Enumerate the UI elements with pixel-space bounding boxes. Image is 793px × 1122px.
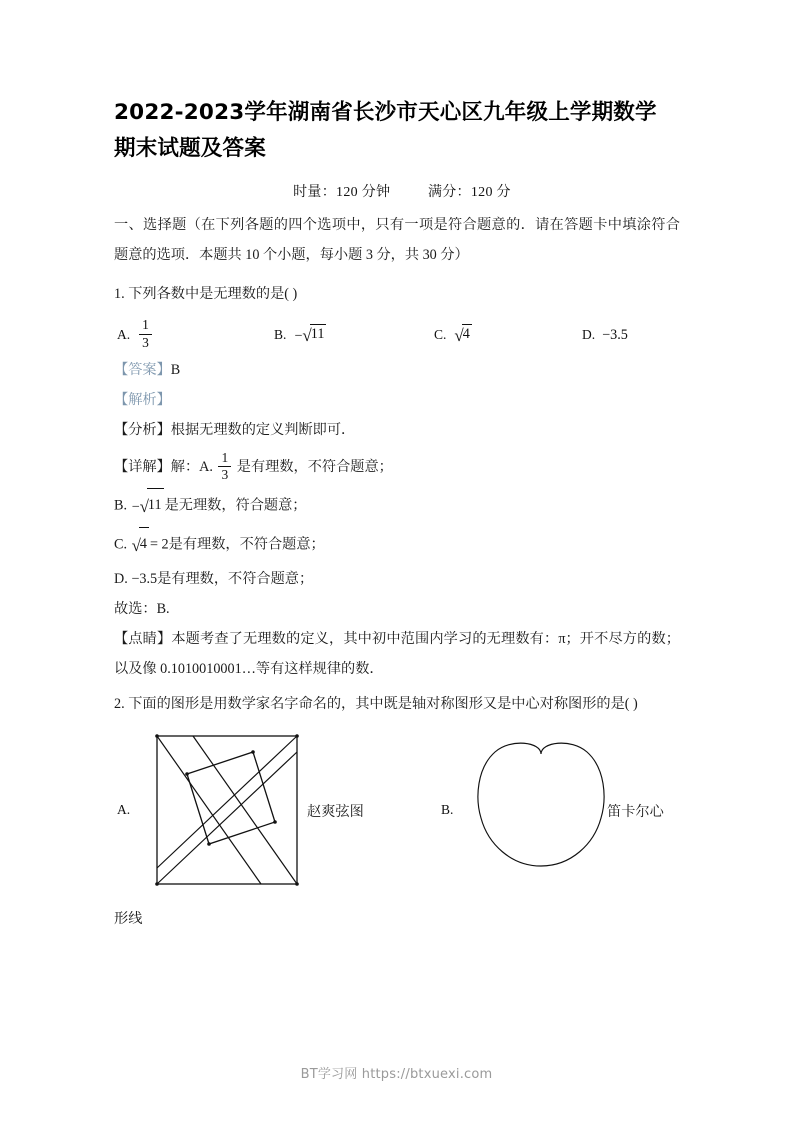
option-b-radicand: 11: [310, 325, 325, 342]
solution-b-tail: 是无理数，符合题意；: [164, 497, 307, 514]
question-1-number: 1.: [114, 286, 125, 302]
exam-score: 满分：120 分: [427, 185, 511, 200]
minus-sign: −: [294, 327, 303, 344]
fenxi-text: 根据无理数的定义判断即可．: [170, 422, 356, 438]
radical-icon: √: [302, 325, 312, 345]
analysis-line: [114, 385, 680, 415]
question-2-trailing: 形线: [114, 911, 143, 928]
solution-c-radicand: 4: [139, 527, 149, 559]
question-2-figures: [114, 729, 680, 904]
answer-line: [114, 355, 680, 385]
option-d[interactable]: [582, 315, 628, 355]
xiangjie-line: [114, 452, 680, 483]
option-b[interactable]: [274, 315, 327, 355]
solution-d-label: D.: [114, 571, 128, 588]
answer-tag: 【答案】: [114, 362, 171, 378]
solution-b-radicand: 11: [147, 488, 164, 520]
question-2-text: 下面的图形是用数学家名字命名的，其中既是轴对称图形又是中心对称图形的是( ): [128, 696, 638, 713]
option-a-fraction: [139, 318, 152, 349]
xiangjie-lead: 解：A.: [170, 459, 213, 475]
question-2-stem: [114, 689, 680, 719]
document-content: [114, 95, 680, 947]
solution-d-line: [114, 564, 680, 594]
option-a[interactable]: [117, 315, 154, 355]
minus-sign: −: [131, 499, 140, 516]
figure-a-label[interactable]: A.: [117, 802, 131, 818]
solution-d-tail: 是有理数，不符合题意；: [157, 571, 314, 588]
solution-c-label: C.: [114, 536, 128, 553]
option-a-label: A.: [117, 327, 131, 342]
solution-d-value: −3.5: [131, 571, 158, 588]
exam-meta: [114, 181, 680, 201]
option-c-radicand: 4: [462, 325, 470, 342]
radical-icon: √: [131, 536, 141, 556]
question-1-text: 下列各数中是无理数的是( ): [128, 286, 298, 302]
option-c-label: C.: [434, 327, 447, 342]
option-d-value: −3.5: [602, 326, 628, 343]
analysis-tag: 【解析】: [114, 392, 171, 408]
dianjing-text: 本题考查了无理数的定义，其中初中范围内学习的无理数有：π；开不尽方的数；以及像 0.1010010001…等有这样规律的数．: [114, 631, 680, 678]
option-c[interactable]: [434, 315, 473, 355]
solution-b-line: [114, 490, 680, 522]
figure-a-caption: 赵爽弦图: [307, 804, 364, 821]
footer-site: BT学习网 https://btxuexi.com: [300, 1067, 493, 1082]
solution-c-equals: = 2: [150, 536, 169, 553]
option-a-numerator: 1: [142, 317, 149, 333]
solution-b-neg-sqrt: [132, 490, 164, 522]
descartes-heart-curve-figure: [471, 736, 611, 876]
solution-c-line: [114, 529, 680, 561]
dianjing-line: [114, 624, 680, 684]
radical-icon: √: [454, 325, 464, 345]
figure-b-label[interactable]: B.: [441, 802, 454, 818]
solution-a-numerator: 1: [221, 450, 229, 466]
question-1-options: [114, 315, 680, 355]
zhaoshuang-xiantu-figure: [151, 730, 303, 890]
option-b-neg-sqrt: [294, 326, 326, 345]
option-c-sqrt: [454, 326, 471, 345]
fenxi-tag: 【分析】: [114, 422, 171, 438]
option-d-label: D.: [582, 327, 596, 342]
solution-b-label: B.: [114, 497, 128, 514]
page-title: 2022-2023学年湖南省长沙市天心区九年级上学期数学期末试题及答案: [114, 100, 657, 161]
dianjing-tag: 【点睛】: [114, 631, 172, 648]
solution-a-fraction: [218, 451, 231, 482]
solution-c-sqrt: [132, 529, 149, 561]
section-heading: 一、选择题（在下列各题的四个选项中，只有一项是符合题意的．请在答题卡中填涂符合题意的选项．本题共 10 个小题，每小题 3 分，共 30 分）: [114, 217, 680, 263]
page-footer: [0, 1063, 793, 1082]
option-a-denominator: 3: [139, 334, 152, 350]
fenxi-line: [114, 415, 680, 445]
question-1-stem: [114, 279, 680, 309]
figure-b-caption: 笛卡尔心: [607, 804, 664, 821]
question-2-number: 2.: [114, 696, 125, 713]
xiangjie-tag: 【详解】: [114, 459, 171, 475]
solution-c-tail: 是有理数，不符合题意；: [168, 536, 325, 553]
exam-time: 时量：120 分钟: [293, 185, 391, 200]
answer-value: B: [170, 362, 181, 378]
option-b-label: B.: [274, 327, 287, 342]
solution-a-tail: 是有理数，不符合题意；: [236, 459, 393, 475]
radical-icon: √: [139, 497, 149, 517]
solution-a-denominator: 3: [218, 466, 231, 482]
solution-conclusion: 故选：B.: [114, 601, 170, 618]
